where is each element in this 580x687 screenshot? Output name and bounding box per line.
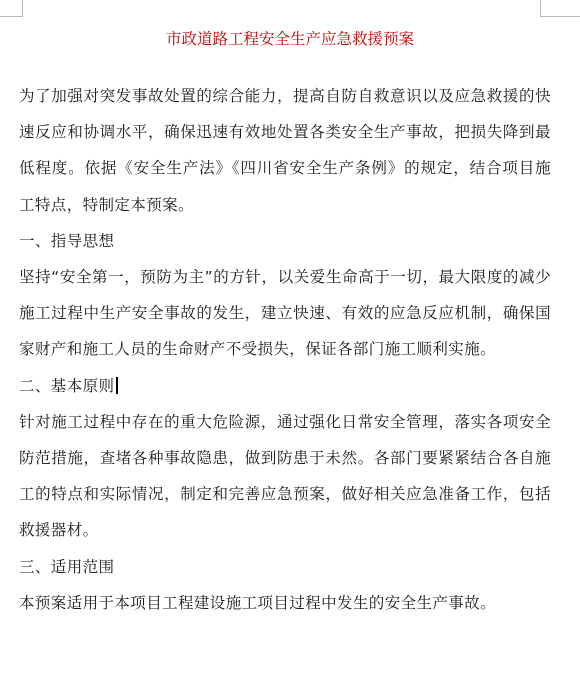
section-text-scope[interactable]: 本预案适用于本项目工程建设施工项目过程中发生的安全生产事故。 bbox=[19, 593, 497, 612]
text-cursor bbox=[116, 377, 118, 394]
crop-mark-top-left-vertical bbox=[22, 0, 23, 17]
intro-paragraph[interactable]: 为了加强对突发事故处置的综合能力，提高自防自救意识以及应急救援的快速反应和协调水平，确保迅速有效地处置各类安全生产事故，把损失降到最低程度。依据《安全生产法》《四川省安全生产条例》的规定，结合项目施工特点，特制定本预案。 bbox=[19, 87, 551, 214]
section-heading-scope[interactable]: 三、适用范围 bbox=[19, 557, 115, 576]
crop-mark-top-right-vertical bbox=[540, 0, 541, 17]
section-text-basic-principles[interactable]: 针对施工过程中存在的重大危险源，通过强化日常安全管理，落实各项安全防范措施，查堵各种事故隐患，做到防患于未然。各部门要紧紧结合各自施工的特点和实际情况，制定和完善应急预案，做好相关应急准备工作，包括救援器材。 bbox=[19, 412, 551, 540]
document-title[interactable]: 市政道路工程安全生产应急救援预案 bbox=[165, 30, 414, 48]
crop-mark-top-left-horizontal bbox=[0, 16, 22, 17]
crop-mark-top-right-horizontal bbox=[540, 16, 580, 17]
document-body[interactable] bbox=[19, 78, 551, 621]
section-heading-guiding-ideology[interactable]: 一、指导思想 bbox=[19, 231, 115, 250]
section-text-guiding-ideology[interactable]: 坚持“安全第一，预防为主”的方针，以关爱生命高于一切，最大限度的减少施工过程中生产安全事故的发生，建立快速、有效的应急反应机制，确保国家财产和施工人员的生命财产不受损失，保证各部门施工顺利实施。 bbox=[19, 268, 551, 359]
section-heading-basic-principles[interactable] bbox=[19, 368, 551, 404]
section-heading-basic-principles-label: 二、基本原则 bbox=[19, 376, 115, 395]
